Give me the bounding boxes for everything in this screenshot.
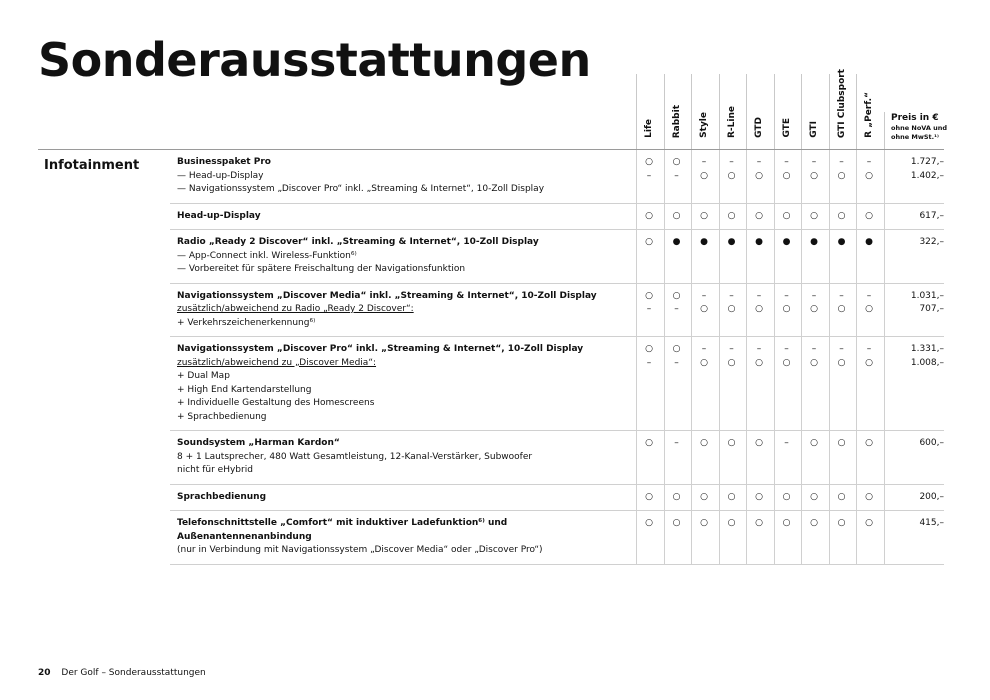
availability-mark: ●	[782, 237, 791, 247]
price: 1.008,–	[910, 357, 944, 368]
column-header-cell	[691, 74, 718, 150]
description-line: Head-up-Display	[177, 210, 261, 221]
availability-mark: –	[646, 357, 652, 368]
row-description	[170, 431, 637, 484]
availability-mark: ○	[727, 518, 736, 528]
table-row	[170, 284, 944, 338]
availability-mark: –	[784, 290, 789, 301]
availability-mark: –	[701, 290, 707, 301]
row-description	[170, 230, 637, 283]
availability-mark: ○	[810, 304, 818, 314]
price: 200,–	[919, 491, 944, 502]
column-label: Style	[699, 112, 709, 138]
row-description	[170, 511, 637, 564]
price: 1.031,–	[910, 290, 944, 301]
availability-mark: ○	[645, 210, 653, 221]
row-description	[170, 150, 637, 203]
availability-mark: –	[674, 304, 679, 314]
availability-mark: –	[674, 357, 679, 368]
availability-mark: ○	[700, 357, 708, 368]
description-line: Telefonschnittstelle „Comfort“ mit induktiver Ladefunktion⁶⁾ und Außenantennenanbindung	[177, 518, 508, 542]
availability-mark: ○	[672, 491, 681, 502]
price: 617,–	[919, 210, 944, 221]
mark-row	[636, 343, 944, 357]
availability-mark: ○	[810, 210, 818, 221]
availability-mark: ○	[755, 438, 763, 448]
availability-mark: ●	[865, 237, 873, 247]
availability-marks	[636, 517, 944, 531]
footer-text: Der Golf – Sonderausstattungen	[61, 668, 206, 678]
description-line: Radio „Ready 2 Discover“ inkl. „Streaming & Internet“, 10-Zoll Display	[177, 237, 539, 247]
price: 1.331,–	[910, 344, 944, 354]
availability-mark: –	[811, 157, 817, 167]
availability-mark: ○	[672, 290, 681, 301]
availability-mark: ○	[645, 344, 653, 354]
options-table	[170, 150, 944, 565]
availability-mark: ○	[782, 518, 791, 528]
description-line: Soundsystem „Harman Kardon“	[177, 438, 340, 448]
price: 1.402,–	[910, 170, 944, 181]
availability-mark: ○	[700, 438, 708, 448]
availability-mark: –	[784, 157, 789, 167]
availability-mark: –	[784, 438, 789, 448]
availability-mark: ○	[645, 518, 653, 528]
description-line: — Head-up-Display	[177, 170, 264, 181]
availability-mark: ○	[837, 210, 846, 221]
availability-mark: –	[866, 344, 872, 354]
availability-marks	[636, 491, 944, 505]
mark-row	[636, 290, 944, 304]
row-description	[170, 337, 637, 430]
page-title: Sonderausstattungen	[38, 33, 591, 87]
availability-mark: ○	[810, 438, 818, 448]
description-line: Navigationssystem „Discover Pro“ inkl. „Streaming & Internet“, 10-Zoll Display	[177, 344, 584, 354]
price-header-sub2: ohne MwSt.¹⁾	[891, 133, 939, 141]
availability-marks	[636, 343, 944, 370]
column-label: Life	[644, 119, 654, 138]
availability-mark: ○	[727, 304, 736, 314]
mark-row	[636, 303, 944, 317]
availability-mark: ○	[755, 170, 763, 181]
mark-row	[636, 491, 944, 505]
description-line: + Individuelle Gestaltung des Homescreens	[177, 398, 375, 408]
availability-mark: ○	[865, 210, 873, 221]
availability-mark: ○	[837, 357, 846, 368]
description-line: + Sprachbedienung	[177, 411, 267, 422]
availability-mark: –	[756, 157, 762, 167]
description-line: — App-Connect inkl. Wireless-Funktion⁶⁾	[177, 250, 357, 261]
column-label: GTE	[781, 118, 792, 138]
column-label: R „Perf.“	[864, 92, 874, 138]
availability-mark: ●	[837, 237, 846, 247]
mark-row	[636, 357, 944, 371]
availability-marks	[636, 437, 944, 451]
description-line: zusätzlich/abweichend zu Radio „Ready 2 Discover“:	[177, 304, 414, 314]
availability-mark: ○	[837, 304, 846, 314]
availability-mark: ○	[727, 491, 736, 502]
availability-mark: –	[674, 438, 679, 448]
price-header-sub1: ohne NoVA und	[891, 124, 948, 132]
column-header-cell	[636, 74, 663, 150]
availability-mark: ○	[837, 518, 846, 528]
column-header-cell	[829, 68, 856, 150]
mark-row	[636, 210, 944, 224]
description-line: nicht für eHybrid	[177, 465, 253, 475]
availability-mark: –	[646, 170, 652, 181]
availability-mark: ○	[672, 518, 681, 528]
availability-mark: ○	[727, 357, 736, 368]
row-description	[170, 284, 637, 337]
availability-mark: ○	[865, 518, 873, 528]
availability-mark: ●	[700, 237, 708, 247]
availability-mark: ●	[727, 237, 736, 247]
footer	[38, 668, 206, 678]
price: 322,–	[919, 237, 944, 247]
availability-mark: ○	[810, 491, 818, 502]
table-row	[170, 431, 944, 485]
table-row	[170, 150, 944, 204]
availability-mark: ○	[645, 438, 653, 448]
availability-mark: ○	[727, 170, 736, 181]
availability-mark: ●	[672, 237, 681, 247]
availability-mark: ○	[837, 438, 846, 448]
availability-marks	[636, 156, 944, 183]
availability-mark: –	[811, 290, 817, 301]
availability-mark: –	[839, 344, 844, 354]
description-line: (nur in Verbindung mit Navigationssystem „Discover Media“ oder „Discover Pro“)	[177, 545, 543, 555]
description-line: Sprachbedienung	[177, 491, 267, 502]
availability-mark: –	[701, 344, 707, 354]
availability-mark: ○	[810, 357, 818, 368]
price: 415,–	[919, 518, 944, 528]
table-row	[170, 511, 944, 565]
availability-mark: ○	[645, 157, 653, 167]
availability-mark: ●	[810, 237, 818, 247]
availability-mark: ○	[755, 304, 763, 314]
column-header-cell	[856, 74, 883, 150]
availability-mark: –	[729, 290, 734, 301]
description-line: — Navigationssystem „Discover Pro“ inkl. „Streaming & Internet“, 10-Zoll Display	[177, 184, 545, 194]
row-description	[170, 204, 637, 230]
availability-mark: –	[729, 157, 734, 167]
table-row	[170, 204, 944, 231]
description-line: + Dual Map	[177, 371, 230, 381]
availability-mark: ○	[672, 210, 681, 221]
column-header	[636, 68, 948, 150]
availability-mark: ○	[727, 210, 736, 221]
mark-row	[636, 236, 944, 250]
availability-mark: –	[839, 157, 844, 167]
availability-mark: ○	[782, 170, 791, 181]
availability-marks	[636, 210, 944, 224]
availability-mark: ○	[755, 357, 763, 368]
mark-row	[636, 437, 944, 451]
availability-mark: ○	[810, 518, 818, 528]
availability-mark: –	[784, 344, 789, 354]
availability-mark: ○	[837, 170, 846, 181]
column-header-cell	[664, 74, 691, 150]
description-line: Navigationssystem „Discover Media“ inkl. „Streaming & Internet“, 10-Zoll Display	[177, 290, 597, 301]
availability-marks	[636, 236, 944, 250]
description-line: + Verkehrszeichenerkennung⁶⁾	[177, 317, 316, 328]
price-header	[884, 112, 951, 150]
column-header-cell	[801, 74, 828, 150]
availability-mark: ○	[782, 210, 791, 221]
price-header-title: Preis in €	[891, 113, 939, 123]
availability-mark: ○	[672, 344, 681, 354]
availability-mark: ○	[865, 491, 873, 502]
availability-mark: –	[866, 290, 872, 301]
availability-mark: –	[756, 290, 762, 301]
availability-mark: ○	[865, 170, 873, 181]
availability-mark: ○	[645, 237, 653, 247]
availability-mark: –	[756, 344, 762, 354]
availability-mark: –	[674, 170, 679, 181]
availability-mark: –	[646, 304, 652, 314]
table-row	[170, 337, 944, 431]
availability-mark: ○	[755, 491, 763, 502]
availability-mark: ○	[700, 518, 708, 528]
mark-row	[636, 156, 944, 170]
column-label: GTI Clubsport	[836, 68, 847, 138]
column-label: Rabbit	[671, 104, 682, 138]
price: 600,–	[919, 438, 944, 448]
availability-mark: ○	[645, 290, 653, 301]
availability-mark: ○	[865, 357, 873, 368]
availability-mark: –	[866, 157, 872, 167]
description-line: 8 + 1 Lautsprecher, 480 Watt Gesamtleistung, 12-Kanal-Verstärker, Subwoofer	[177, 451, 533, 462]
description-line: + High End Kartendarstellung	[177, 384, 312, 395]
row-description	[170, 485, 637, 511]
column-header-cell	[719, 74, 746, 150]
mark-row	[636, 517, 944, 531]
availability-mark: ○	[837, 491, 846, 502]
availability-mark: ○	[865, 304, 873, 314]
column-label: GTD	[754, 117, 764, 138]
availability-mark: ○	[645, 491, 653, 502]
description-line: — Vorbereitet für spätere Freischaltung der Navigationsfunktion	[177, 264, 466, 274]
table-row	[170, 230, 944, 284]
availability-mark: ○	[700, 491, 708, 502]
mark-row	[636, 170, 944, 184]
table-row	[170, 485, 944, 512]
availability-mark: ○	[700, 210, 708, 221]
availability-mark: ○	[755, 210, 763, 221]
availability-mark: ○	[865, 438, 873, 448]
availability-mark: ○	[672, 157, 681, 167]
availability-mark: –	[811, 344, 817, 354]
column-label: R-Line	[726, 106, 737, 138]
availability-mark: ○	[755, 518, 763, 528]
description-line: Businesspaket Pro	[177, 157, 271, 167]
price: 1.727,–	[910, 157, 944, 167]
column-header-cell	[774, 74, 801, 150]
availability-mark: –	[839, 290, 844, 301]
column-label: GTI	[809, 121, 819, 138]
availability-mark: ○	[782, 304, 791, 314]
availability-mark: ○	[727, 438, 736, 448]
column-header-cell	[746, 74, 773, 150]
section-label: Infotainment	[44, 158, 140, 173]
availability-mark: ○	[700, 304, 708, 314]
page-number: 20	[38, 668, 51, 678]
availability-mark: ○	[782, 491, 791, 502]
availability-mark: ○	[700, 170, 708, 181]
availability-marks	[636, 290, 944, 317]
availability-mark: ●	[755, 237, 763, 247]
description-line: zusätzlich/abweichend zu „Discover Media“:	[177, 357, 377, 368]
availability-mark: –	[701, 157, 707, 167]
availability-mark: ○	[810, 170, 818, 181]
availability-mark: ○	[782, 357, 791, 368]
price: 707,–	[919, 304, 944, 314]
availability-mark: –	[729, 344, 734, 354]
